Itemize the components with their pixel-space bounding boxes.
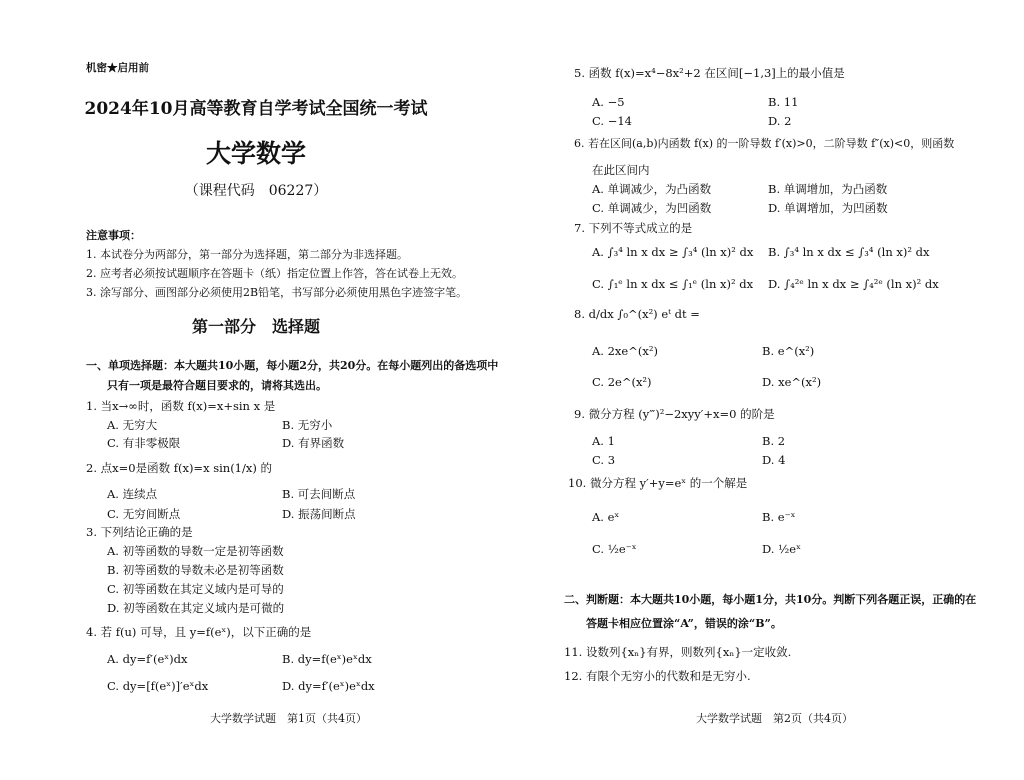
q4-option-b: B. dy=f(eˣ)eˣdx (282, 652, 372, 666)
q8-option-a: A. 2xe^(x²) (592, 344, 658, 358)
question-7-stem: 7. 下列不等式成立的是 (574, 221, 693, 235)
q9-option-a: A. 1 (592, 434, 615, 448)
q7-option-d: D. ∫₄²ᵉ ln x dx ≥ ∫₄²ᵉ (ln x)² dx (768, 277, 939, 291)
q10-option-a: A. eˣ (592, 510, 620, 524)
course-code: （课程代码 06227） (184, 183, 328, 199)
q5-option-d: D. 2 (768, 114, 792, 128)
q7-option-c: C. ∫₁ᵉ ln x dx ≤ ∫₁ᵉ (ln x)² dx (592, 277, 754, 291)
q5-option-a: A. −5 (592, 95, 625, 109)
q1-option-a: A. 无穷大 (107, 418, 158, 432)
q5-option-b: B. 11 (768, 95, 799, 109)
q7-option-a: A. ∫₃⁴ ln x dx ≥ ∫₃⁴ (ln x)² dx (592, 245, 754, 259)
question-3-stem: 3. 下列结论正确的是 (86, 525, 193, 539)
q6-option-b: B. 单调增加，为凸函数 (768, 182, 888, 196)
q8-option-d: D. xe^(x²) (762, 375, 822, 389)
page-footer: 大学数学试题 第1页（共4页） (210, 712, 367, 725)
q6-option-d: D. 单调增加，为凹函数 (768, 201, 888, 215)
q3-option-c: C. 初等函数在其定义域内是可导的 (107, 582, 284, 596)
q9-option-b: B. 2 (762, 434, 786, 448)
q2-option-b: B. 可去间断点 (282, 487, 356, 501)
q4-option-a: A. dy=f′(eˣ)dx (107, 652, 188, 666)
exam-page-2 (512, 0, 1024, 780)
q10-option-d: D. ½eˣ (762, 542, 801, 556)
q3-option-d: D. 初等函数在其定义域内是可微的 (107, 601, 285, 615)
section-2-intro: 答题卡相应位置涂“A”，错误的涂“B”。 (586, 617, 782, 630)
question-9-stem: 9. 微分方程 (y‴)²−2xyy′+x=0 的阶是 (574, 407, 775, 421)
q8-option-c: C. 2e^(x²) (592, 375, 652, 389)
question-4-stem: 4. 若 f(u) 可导，且 y=f(eˣ)，以下正确的是 (86, 625, 312, 639)
part-title: 第一部分 选择题 (191, 317, 320, 336)
q1-option-d: D. 有界函数 (282, 436, 345, 450)
q1-option-c: C. 有非零极限 (107, 436, 181, 450)
q3-option-a: A. 初等函数的导数一定是初等函数 (107, 544, 284, 558)
q6-option-a: A. 单调减少，为凸函数 (592, 182, 712, 196)
exam-title: 2024年10月高等教育自学考试全国统一考试 (84, 99, 428, 119)
q10-option-b: B. e⁻ˣ (762, 510, 796, 524)
q4-option-d: D. dy=f′(eˣ)eˣdx (282, 679, 375, 693)
q10-option-c: C. ½e⁻ˣ (592, 542, 637, 556)
question-12: 12. 有限个无穷小的代数和是无穷小. (564, 669, 751, 683)
q2-option-c: C. 无穷间断点 (107, 507, 181, 521)
q9-option-c: C. 3 (592, 453, 616, 467)
section-intro: 一、单项选择题：本大题共10小题，每小题2分，共20分。在每小题列出的备选项中 (86, 359, 499, 372)
page-footer: 大学数学试题 第2页（共4页） (696, 712, 853, 725)
notice-item: 2. 应考者必须按试题顺序在答题卡（纸）指定位置上作答，答在试卷上无效。 (86, 267, 463, 280)
section-intro: 只有一项是最符合题目要求的，请将其选出。 (107, 379, 327, 392)
q3-option-b: B. 初等函数的导数未必是初等函数 (107, 563, 284, 577)
q8-option-b: B. e^(x²) (762, 344, 815, 358)
subject-title: 大学数学 (205, 139, 306, 168)
q5-option-c: C. −14 (592, 114, 632, 128)
q7-option-b: B. ∫₃⁴ ln x dx ≤ ∫₃⁴ (ln x)² dx (768, 245, 930, 259)
question-2-stem: 2. 点x=0是函数 f(x)=x sin(1/x) 的 (86, 461, 273, 475)
question-10-stem: 10. 微分方程 y′+y=eˣ 的一个解是 (568, 476, 748, 490)
question-8-stem: 8. d/dx ∫₀^(x²) eᵗ dt = (574, 307, 700, 321)
q1-option-b: B. 无穷小 (282, 418, 333, 432)
q2-option-d: D. 振荡间断点 (282, 507, 356, 521)
question-11: 11. 设数列{xₙ}有界，则数列{xₙ}一定收敛. (564, 645, 792, 659)
question-1-stem: 1. 当x→∞时，函数 f(x)=x+sin x 是 (86, 399, 276, 413)
question-6-stem-cont: 在此区间内 (592, 163, 650, 177)
section-2-intro: 二、判断题：本大题共10小题，每小题1分，共10分。判断下列各题正误，正确的在 (564, 593, 977, 606)
q6-option-c: C. 单调减少，为凹函数 (592, 201, 712, 215)
q2-option-a: A. 连续点 (107, 487, 158, 501)
q9-option-d: D. 4 (762, 453, 786, 467)
notice-title: 注意事项： (86, 229, 141, 242)
q4-option-c: C. dy=[f(eˣ)]′eˣdx (107, 679, 209, 693)
notice-item: 1. 本试卷分为两部分，第一部分为选择题，第二部分为非选择题。 (86, 248, 408, 261)
question-6-stem: 6. 若在区间(a,b)内函数 f(x) 的一阶导数 f′(x)>0，二阶导数 f″(x)<0，则函数 (574, 137, 955, 150)
question-5-stem: 5. 函数 f(x)=x⁴−8x²+2 在区间[−1,3]上的最小值是 (574, 66, 845, 80)
notice-item: 3. 涂写部分、画图部分必须使用2B铅笔，书写部分必须使用黑色字迹签字笔。 (86, 286, 468, 299)
confidential-label: 机密★启用前 (86, 62, 149, 74)
